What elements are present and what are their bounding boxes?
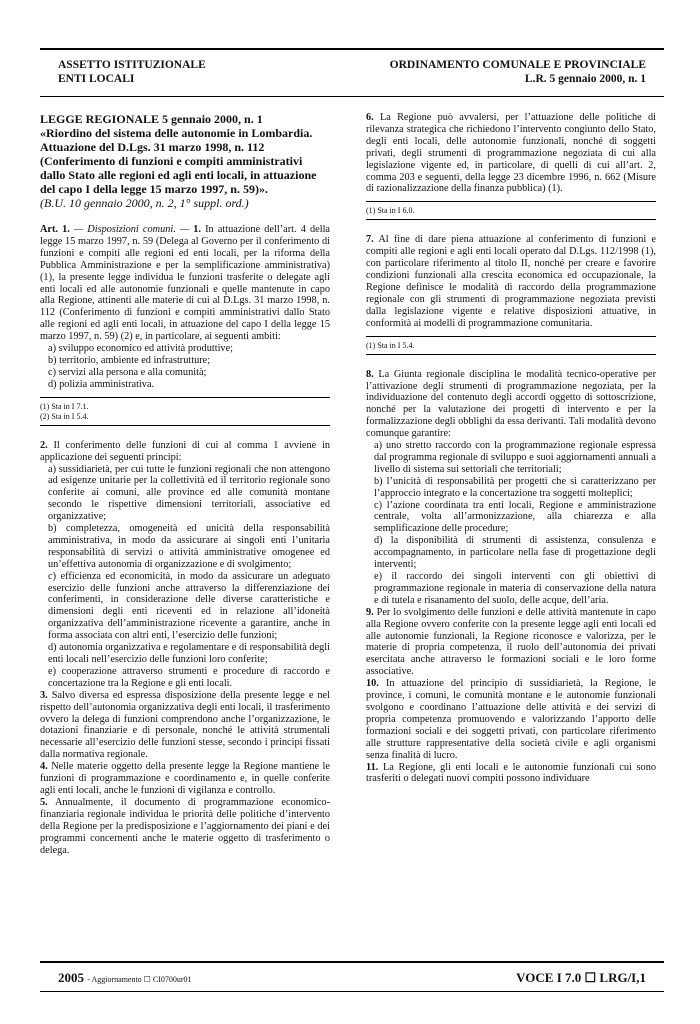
comma-number: 11. xyxy=(366,761,379,773)
list-item: a) sviluppo economico ed attività produttive; xyxy=(48,343,234,355)
comma-8 xyxy=(366,369,656,440)
document-page xyxy=(40,48,664,992)
comma-number: 8. xyxy=(366,368,374,380)
list-item: d) polizia amministrativa. xyxy=(48,378,155,390)
comma-text: Per lo svolgimento delle funzioni e delle attività mantenute in capo alla Regione ovvero conferite con la presente legge agli enti locali ed alle autonomie funzionali, la Regione riconosce e valorizza, per le materie di propria competenza, il ruolo dell’autonomia dei privati esercitata anche attraverso le formazioni sociali e le loro forme associative. xyxy=(366,606,656,678)
footnote: (2) Sta in I 5.4. xyxy=(40,411,89,421)
list-item: b) l’unicità di responsabilità per progetti che si caratterizzano per l’approccio integrato e la concertazione tra soggetti molteplici; xyxy=(374,475,656,499)
comma-text: La Regione, gli enti locali e le autonomie funzionali cui sono trasferiti o delegati nuovi compiti possono individuare xyxy=(366,761,656,785)
law-source: (B.U. 10 gennaio 2000, n. 2, 1° suppl. ord.) xyxy=(40,196,249,210)
list-item: c) servizi alla persona e alla comunità; xyxy=(48,366,207,378)
list-item: c) efficienza ed economicità, in modo da assicurare un adeguato esercizio delle funzioni anche attraverso la differenziazione dei conferimenti, in considerazione delle diverse caratteristiche e dimensioni degli enti riceventi ed in relazione all’idoneità organizzativa dell’amministrazione ricevente a garantire, anche in forma associata con altri enti, l’esercizio delle funzioni; xyxy=(48,570,330,642)
comma-2 xyxy=(40,440,330,464)
header-law-ref: L.R. 5 gennaio 2000, n. 1 xyxy=(524,73,646,85)
footer-year: 2005 xyxy=(58,970,84,985)
comma-text: Al fine di dare piena attuazione al conferimento di funzioni e compiti alle regioni e agli enti locali operato dal D.Lgs. 112/1998 (1), con particolare riferimento al titolo II, nonché per creare e favorire condizioni funzionali alla crescita economica ed occupazionale, la Regione definisce le modalità di raccordo della programmazione regionale con gli strumenti di programmazione negoziata previsti dalla legislazione vigente e relative disposizioni attuative, in conformità ai modelli di programmazione comunitaria. xyxy=(366,234,656,329)
list-item: a) uno stretto raccordo con la programmazione regionale espressa dal programma regionale di sviluppo e suoi aggiornamenti annuali a livello di sistema sui settoriali che territoriali; xyxy=(374,440,656,475)
header-section: ASSETTO ISTITUZIONALE xyxy=(58,59,206,71)
list-item: e) il raccordo dei singoli interventi con gli obiettivi di programmazione regionale in materia di conservazione della natura e di tutela e risanamento del suolo, delle acque, dell’aria. xyxy=(374,571,656,606)
running-header xyxy=(40,48,664,97)
header-topic: ORDINAMENTO COMUNALE E PROVINCIALE xyxy=(389,59,646,71)
list-item: d) autonomia organizzativa e regolamentare e di responsabilità degli enti locali nell’esercizio delle funzioni loro conferite; xyxy=(48,642,330,665)
article-1-comma-1 xyxy=(40,224,330,343)
footnotes xyxy=(40,397,330,426)
comma-5 xyxy=(40,797,330,857)
article-heading: — Disposizioni comuni. — xyxy=(74,224,190,235)
running-footer xyxy=(40,961,664,992)
comma-number: 6. xyxy=(366,112,374,123)
comma-number: 3. xyxy=(40,689,48,701)
comma-4 xyxy=(40,761,330,797)
comma-number: 9. xyxy=(366,606,374,618)
law-title: LEGGE REGIONALE 5 gennaio 2000, n. 1 xyxy=(40,112,263,126)
list-item: d) la disponibilità di strumenti di assistenza, consulenza e accompagnamento, in particolare nella fase di progettazione degli interventi; xyxy=(374,535,656,571)
header-left xyxy=(58,58,206,86)
list-item: b) completezza, omogeneità ed unicità della responsabilità amministrativa, in modo da assicurare ai singoli enti l’unitaria responsabilità di servizi o attività amministrative omogenee ed un’effettiva autonomia di organizzazione e di svolgimento; xyxy=(48,523,330,570)
comma-text: La Giunta regionale disciplina le modalità tecnico-operative per l’attivazione degli strumenti di programmazione negoziata, per la individuazione del contenuto degli accordi oggetto di sottoscrizione, nonché per la valutazione dei progetti di intervento e per la formalizzazione degli obblighi da essa derivanti. Tali modalità devono comunque garantire: xyxy=(366,368,656,440)
comma-number: 10. xyxy=(366,678,379,690)
comma-number: 4. xyxy=(40,761,48,773)
list-item: a) sussidiarietà, per cui tutte le funzioni regionali che non attengono ad esigenze unitarie per la collettività ed il territorio regionale sono conferite ai comuni, alle province ed alle comunità montane secondo le rispettive dimensioni territoriali, associative ed organizzative; xyxy=(48,463,330,523)
footer-voice-ref: VOCE I 7.0 ☐ LRG/I,1 xyxy=(516,970,646,985)
comma-11 xyxy=(366,762,656,786)
comma-6 xyxy=(366,112,656,195)
comma-text: Nelle materie oggetto della presente legge la Regione mantiene le funzioni di programmazione e coordinamento e, in quelle conferite agli enti locali, anche le funzioni di vigilanza e controllo. xyxy=(40,761,330,796)
footnotes xyxy=(366,201,656,220)
footnote: (1) Sta in I 5.4. xyxy=(366,340,415,350)
right-column xyxy=(366,112,656,785)
comma-number: 1. xyxy=(193,224,201,235)
comma-10 xyxy=(366,678,656,761)
comma-9 xyxy=(366,607,656,678)
list-item: e) cooperazione attraverso strumenti e procedure di raccordo e concertazione tra la Regione e gli enti locali. xyxy=(48,665,330,689)
footnote: (1) Sta in I 7.1. xyxy=(40,401,89,411)
law-subtitle: «Riordino del sistema delle autonomie in Lombardia. Attuazione del D.Lgs. 31 marzo 1998, n. 112 (Conferimento di funzioni e compiti amministrativi dallo Stato alle regioni ed agli enti locali, in attuazione del capo I della legge 15 marzo 1997, n. 59)». xyxy=(40,126,317,196)
comma-3 xyxy=(40,690,330,761)
law-title-block xyxy=(40,112,330,210)
list-item: b) territorio, ambiente ed infrastrutture; xyxy=(48,354,211,366)
comma-text: Salvo diversa ed espressa disposizione della presente legge e nel rispetto dell’autonomia organizzativa degli enti locali, il trasferimento ovvero la delega di funzioni comprendono anche l’organizzazione, le dotazioni finanziarie e di personale, nonché le attività strumentali necessarie all’esercizio delle funzioni stesse, secondo i principi fissati dalla normativa regionale. xyxy=(40,689,330,761)
comma-text: In attuazione del principio di sussidiarietà, la Regione, le province, i comuni, le comunità montane e le autonomie funzionali svolgono e coordinano l’attuazione delle attività e dei servizi di propria competenza promuovendo e valorizzando l’apporto delle formazioni sociali e dei soggetti privati, con particolare riferimento alle strutture rappresentative della società civile e agli organismi senza finalità di lucro. xyxy=(366,678,656,761)
header-subsection: ENTI LOCALI xyxy=(58,73,135,85)
list-item: c) l’azione coordinata tra enti locali, Regione e amministrazione centrale, volta all’armonizzazione, alla chiarezza e alla semplificazione delle procedure; xyxy=(374,499,656,535)
footnotes xyxy=(366,336,656,355)
comma-number: 2. xyxy=(40,439,48,451)
left-column xyxy=(40,112,330,856)
comma-number: 5. xyxy=(40,796,48,808)
comma-text: La Regione può avvalersi, per l’attuazione delle politiche di rilevanza strategica che richiedono l’intervento congiunto dello Stato, degli enti locali, delle autonomie funzionali, nonché di soggetti privati, degli strumenti di programmazione negoziata di cui alla legislazione vigente ed, in particolare, di quelli di cui all’art. 2, comma 203 e seguenti, della legge 23 dicembre 1996, n. 662 (Misure di razionalizzazione della finanza pubblica) (1). xyxy=(366,112,656,195)
footnote: (1) Sta in I 6.0. xyxy=(366,206,415,216)
comma-text: Il conferimento delle funzioni di cui al comma 1 avviene in applicazione dei seguenti principi: xyxy=(40,439,330,463)
comma-text: Annualmente, il documento di programmazione economico-finanziaria regionale individua le priorità delle politiche d’intervento della Regione per la predisposizione e l’aggiornamento dei piani e dei programmi concernenti anche le materie oggetto di trasferimento o delega. xyxy=(40,796,331,856)
footer-update-note: - Aggiornamento ☐ CI0700ur01 xyxy=(87,975,192,984)
header-right xyxy=(390,58,646,86)
comma-text: In attuazione dell’art. 4 della legge 15 marzo 1997, n. 59 (Delega al Governo per il conferimento di funzioni e compiti alle regioni ed enti locali, per la riforma della Pubblica Amministrazione e per la semplificazione amministrativa) (1), la presente legge individua le funzioni trasferite o delegate agli enti locali ed alle autonomie funzionali e quelle mantenute in capo alla Regione, attinenti alle materie di cui al D.Lgs. 31 marzo 1998, n. 112 (Conferimento di funzioni e compiti amministrativi dallo Stato alle regioni ed agli enti locali, in attuazione del capo I della legge 15 marzo 1997, n. 59) (2) e, in particolare, ai seguenti ambiti: xyxy=(40,224,331,343)
comma-7 xyxy=(366,234,656,329)
comma-number: 7. xyxy=(366,234,374,246)
footer-left xyxy=(58,970,192,986)
article-label: Art. 1. xyxy=(40,224,70,235)
